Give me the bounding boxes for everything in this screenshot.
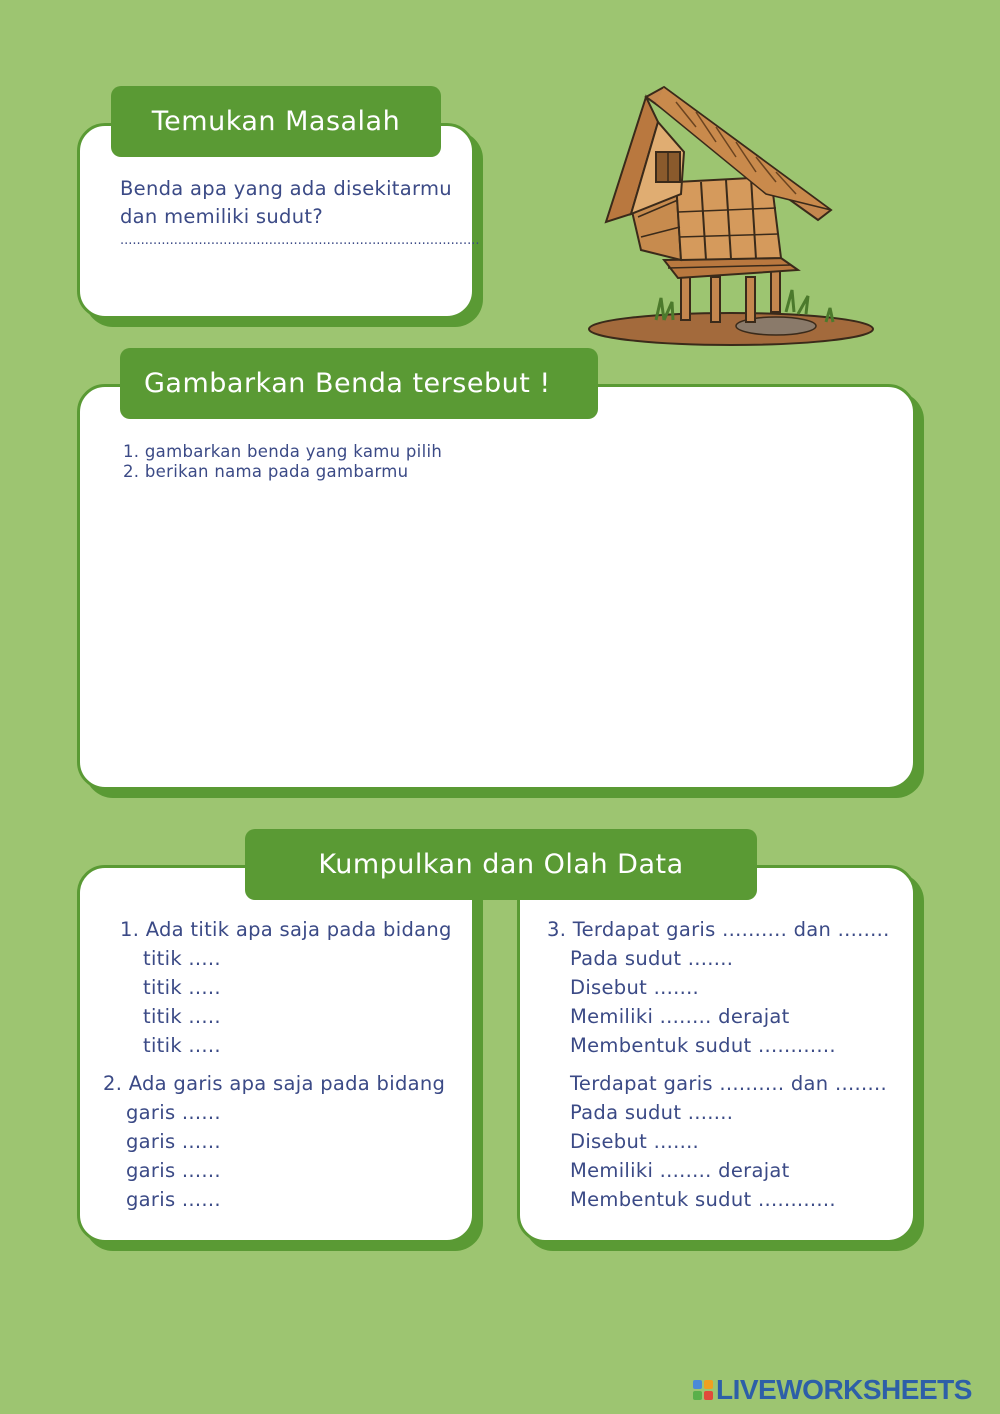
- angle-item[interactable]: Membentuk sudut ............: [570, 1188, 836, 1211]
- point-item[interactable]: titik .....: [143, 1005, 221, 1028]
- question-1-items: [143, 944, 221, 1060]
- angle-item[interactable]: Memiliki ........ derajat: [570, 1159, 790, 1182]
- point-item[interactable]: titik .....: [143, 976, 221, 999]
- line-item[interactable]: garis ......: [126, 1188, 221, 1211]
- instruction-item: 2. berikan nama pada gambarmu: [123, 462, 409, 481]
- point-item[interactable]: titik .....: [143, 1034, 221, 1057]
- angle-item[interactable]: Memiliki ........ derajat: [570, 1005, 790, 1028]
- angle-item[interactable]: Pada sudut .......: [570, 1101, 734, 1124]
- logo-mark-icon: [693, 1380, 713, 1400]
- liveworksheets-logo: [693, 1375, 972, 1405]
- point-item[interactable]: titik .....: [143, 947, 221, 970]
- line-item[interactable]: garis ......: [126, 1159, 221, 1182]
- instruction-item: 1. gambarkan benda yang kamu pilih: [123, 442, 443, 461]
- question-3-items: [570, 944, 836, 1060]
- logo-text: LIVEWORKSHEETS: [716, 1374, 972, 1405]
- angle-item[interactable]: Disebut .......: [570, 1130, 700, 1153]
- problem-title: Temukan Masalah: [111, 86, 441, 157]
- drawing-title: Gambarkan Benda tersebut !: [120, 348, 598, 419]
- question-3[interactable]: 3. Terdapat garis .......... dan ........: [547, 918, 890, 941]
- angle-item[interactable]: Pada sudut .......: [570, 947, 734, 970]
- problem-question-line2: dan memiliki sudut?: [120, 205, 323, 228]
- angle-item[interactable]: Disebut .......: [570, 976, 700, 999]
- question-2: 2. Ada garis apa saja pada bidang: [103, 1072, 446, 1095]
- instructions-list: [123, 442, 442, 482]
- answer-line[interactable]: .......................................................................................: [120, 233, 480, 248]
- data-title: Kumpulkan dan Olah Data: [245, 829, 757, 900]
- problem-question-line1: Benda apa yang ada disekitarmu: [120, 177, 452, 200]
- stilt-house-illustration: [586, 82, 880, 348]
- question-1: 1. Ada titik apa saja pada bidang: [120, 918, 452, 941]
- line-item[interactable]: garis ......: [126, 1130, 221, 1153]
- angle-item[interactable]: Membentuk sudut ............: [570, 1034, 836, 1057]
- question-3b[interactable]: Terdapat garis .......... dan ........: [570, 1072, 887, 1095]
- question-3b-items: [570, 1098, 836, 1214]
- question-2-items: [126, 1098, 221, 1214]
- line-item[interactable]: garis ......: [126, 1101, 221, 1124]
